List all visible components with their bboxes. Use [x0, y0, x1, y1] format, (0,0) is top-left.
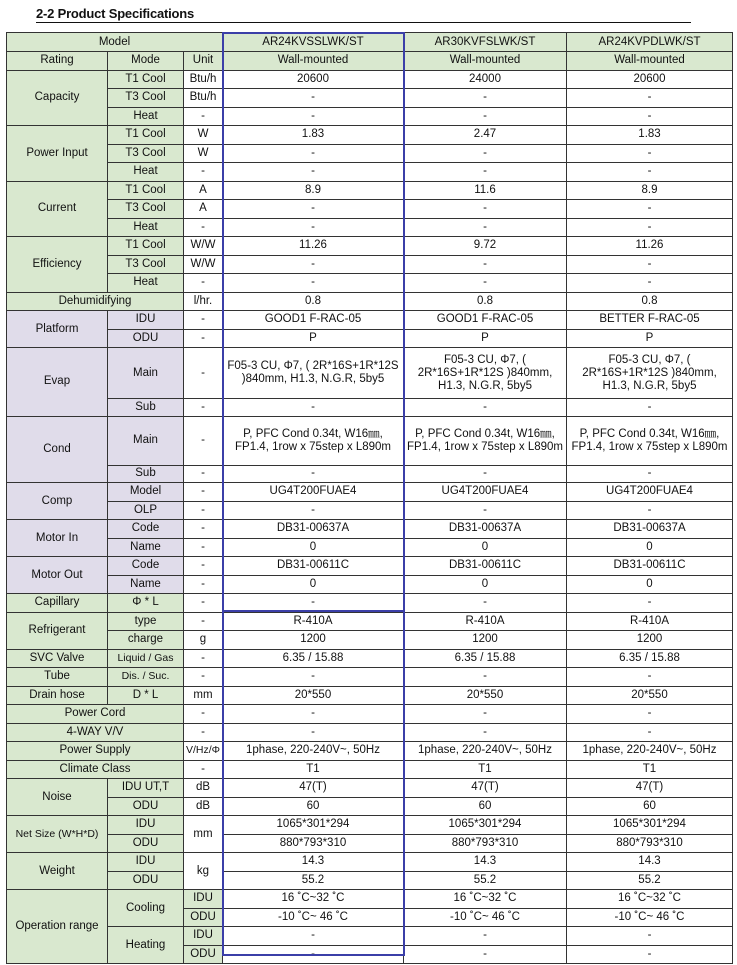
unit-cell: - — [184, 416, 223, 465]
table-row — [7, 575, 733, 594]
mode-cell: IDU — [108, 311, 184, 330]
mode-cell: T1 Cool — [108, 181, 184, 200]
table-row — [7, 181, 733, 200]
unit-cell: - — [184, 348, 223, 399]
value-cell: 20*550 — [567, 686, 733, 705]
value-cell: UG4T200FUAE4 — [404, 483, 567, 502]
mode-cell: Heat — [108, 163, 184, 182]
header-row-rating — [7, 52, 733, 71]
tube-label: Tube — [7, 668, 108, 687]
value-cell: - — [404, 163, 567, 182]
value-cell: - — [223, 255, 404, 274]
value-cell: - — [567, 89, 733, 108]
unit-cell: W — [184, 144, 223, 163]
unit-cell: dB — [184, 779, 223, 798]
value-cell: - — [223, 927, 404, 946]
value-cell: - — [404, 200, 567, 219]
unit-cell: - — [184, 538, 223, 557]
table-row — [7, 705, 733, 724]
value-cell: GOOD1 F-RAC-05 — [223, 311, 404, 330]
unit-cell: - — [184, 557, 223, 576]
value-cell: 0 — [404, 575, 567, 594]
table-row — [7, 853, 733, 872]
value-cell: DB31-00611C — [223, 557, 404, 576]
table-row — [7, 668, 733, 687]
unit-cell: - — [184, 399, 223, 417]
value-cell: - — [404, 668, 567, 687]
mode-cell: charge — [108, 631, 184, 650]
table-row — [7, 742, 733, 761]
table-row — [7, 890, 733, 909]
table-row — [7, 538, 733, 557]
unit-cell: V/Hz/Φ — [184, 742, 223, 761]
value-cell: 6.35 / 15.88 — [223, 649, 404, 668]
mode-cell: Φ * L — [108, 594, 184, 613]
value-cell: UG4T200FUAE4 — [223, 483, 404, 502]
value-cell: GOOD1 F-RAC-05 — [404, 311, 567, 330]
unit-cell: dB — [184, 797, 223, 816]
table-row — [7, 237, 733, 256]
value-cell: - — [404, 107, 567, 126]
value-cell: -10 ˚C~ 46 ˚C — [404, 908, 567, 927]
table-row — [7, 760, 733, 779]
table-row — [7, 274, 733, 293]
table-row — [7, 399, 733, 417]
rating-value: Wall-mounted — [567, 52, 733, 71]
unit-cell: - — [184, 329, 223, 348]
unit-cell: - — [184, 311, 223, 330]
value-cell: 8.9 — [223, 181, 404, 200]
value-cell: 11.6 — [404, 181, 567, 200]
mode-cell: ODU — [108, 871, 184, 890]
table-row — [7, 70, 733, 89]
unit-cell: - — [184, 668, 223, 687]
unit-cell: - — [184, 723, 223, 742]
value-cell: - — [404, 594, 567, 613]
value-cell: - — [223, 945, 404, 964]
value-cell: 14.3 — [404, 853, 567, 872]
value-cell: 20600 — [223, 70, 404, 89]
mode-cell: T1 Cool — [108, 126, 184, 145]
unit-cell: mm — [184, 686, 223, 705]
value-cell: - — [567, 927, 733, 946]
value-cell: 24000 — [404, 70, 567, 89]
unit-cell: - — [184, 163, 223, 182]
table-row — [7, 797, 733, 816]
value-cell: P, PFC Cond 0.34t, W16㎜, FP1.4, 1row x 75step x L890m — [223, 416, 404, 465]
unit-cell: A — [184, 200, 223, 219]
value-cell: P — [223, 329, 404, 348]
table-row — [7, 465, 733, 483]
table-row — [7, 631, 733, 650]
unit-cell: mm — [184, 816, 223, 853]
value-cell: R-410A — [404, 612, 567, 631]
value-cell: - — [567, 274, 733, 293]
value-cell: 47(T) — [567, 779, 733, 798]
current-label: Current — [7, 181, 108, 237]
power-supply-label: Power Supply — [7, 742, 184, 761]
table-row — [7, 834, 733, 853]
drain-hose-label: Drain hose — [7, 686, 108, 705]
value-cell: DB31-00637A — [404, 520, 567, 539]
unit-cell: - — [184, 274, 223, 293]
model-label: Model — [7, 33, 223, 52]
capillary-label: Capillary — [7, 594, 108, 613]
platform-label: Platform — [7, 311, 108, 348]
value-cell: - — [567, 399, 733, 417]
value-cell: - — [223, 274, 404, 293]
value-cell: 8.9 — [567, 181, 733, 200]
value-cell: 16 ˚C~32 ˚C — [223, 890, 404, 909]
unit-cell: l/hr. — [184, 292, 223, 311]
climate-class-label: Climate Class — [7, 760, 184, 779]
value-cell: 880*793*310 — [404, 834, 567, 853]
value-cell: 0 — [567, 575, 733, 594]
value-cell: 6.35 / 15.88 — [567, 649, 733, 668]
value-cell: - — [567, 501, 733, 520]
value-cell: DB31-00611C — [404, 557, 567, 576]
value-cell: - — [404, 465, 567, 483]
table-row — [7, 126, 733, 145]
unit-cell: kg — [184, 853, 223, 890]
value-cell: 55.2 — [223, 871, 404, 890]
value-cell: 9.72 — [404, 237, 567, 256]
mode-cell: Name — [108, 538, 184, 557]
value-cell: - — [567, 945, 733, 964]
value-cell: 11.26 — [567, 237, 733, 256]
value-cell: - — [223, 594, 404, 613]
value-cell: DB31-00637A — [223, 520, 404, 539]
spec-table — [6, 32, 733, 964]
refrigerant-label: Refrigerant — [7, 612, 108, 649]
section-title-rule — [36, 22, 691, 23]
value-cell: - — [223, 163, 404, 182]
mode-cell: Main — [108, 416, 184, 465]
value-cell: 60 — [404, 797, 567, 816]
table-row — [7, 255, 733, 274]
value-cell: DB31-00611C — [567, 557, 733, 576]
value-cell: F05-3 CU, Φ7, ( 2R*16S+1R*12S )840mm, H1.3, N.G.R, 5by5 — [567, 348, 733, 399]
mode-label: Mode — [108, 52, 184, 71]
capacity-label: Capacity — [7, 70, 108, 126]
value-cell: F05-3 CU, Φ7, ( 2R*16S+1R*12S )840mm, H1.3, N.G.R, 5by5 — [223, 348, 404, 399]
efficiency-label: Efficiency — [7, 237, 108, 293]
value-cell: 0 — [223, 575, 404, 594]
value-cell: UG4T200FUAE4 — [567, 483, 733, 502]
mode-cell: T1 Cool — [108, 237, 184, 256]
value-cell: 1.83 — [223, 126, 404, 145]
table-row — [7, 927, 733, 946]
value-cell: - — [404, 945, 567, 964]
value-cell: T1 — [223, 760, 404, 779]
unit-cell: - — [184, 760, 223, 779]
value-cell: 16 ˚C~32 ˚C — [567, 890, 733, 909]
value-cell: 880*793*310 — [223, 834, 404, 853]
unit-label: Unit — [184, 52, 223, 71]
value-cell: P — [567, 329, 733, 348]
table-row — [7, 163, 733, 182]
motor-out-label: Motor Out — [7, 557, 108, 594]
table-row — [7, 779, 733, 798]
mode-cell: Model — [108, 483, 184, 502]
value-cell: 1200 — [223, 631, 404, 650]
value-cell: - — [404, 705, 567, 724]
unit-cell: - — [184, 520, 223, 539]
value-cell: P, PFC Cond 0.34t, W16㎜, FP1.4, 1row x 75step x L890m — [567, 416, 733, 465]
unit-cell: A — [184, 181, 223, 200]
unit-cell: - — [184, 465, 223, 483]
value-cell: - — [223, 723, 404, 742]
value-cell: 0.8 — [223, 292, 404, 311]
mode-cell: ODU — [108, 797, 184, 816]
unit-cell: - — [184, 501, 223, 520]
table-row — [7, 416, 733, 465]
mode-cell: OLP — [108, 501, 184, 520]
value-cell: F05-3 CU, Φ7, ( 2R*16S+1R*12S )840mm, H1.3, N.G.R, 5by5 — [404, 348, 567, 399]
value-cell: T1 — [404, 760, 567, 779]
comp-label: Comp — [7, 483, 108, 520]
value-cell: 55.2 — [404, 871, 567, 890]
rating-value: Wall-mounted — [223, 52, 404, 71]
mode-cell: Main — [108, 348, 184, 399]
svc-valve-label: SVC Valve — [7, 649, 108, 668]
table-row — [7, 723, 733, 742]
value-cell: - — [567, 218, 733, 237]
value-cell: 14.3 — [223, 853, 404, 872]
mode-cell: ODU — [184, 908, 223, 927]
mode-cell: Heat — [108, 274, 184, 293]
mode-cell: Sub — [108, 399, 184, 417]
power_input-label: Power Input — [7, 126, 108, 182]
value-cell: - — [223, 218, 404, 237]
heating-label: Heating — [108, 927, 184, 964]
table-row — [7, 311, 733, 330]
value-cell: T1 — [567, 760, 733, 779]
mode-cell: IDU — [108, 853, 184, 872]
table-row — [7, 686, 733, 705]
table-row — [7, 483, 733, 502]
mode-cell: Liquid / Gas — [108, 649, 184, 668]
value-cell: - — [223, 705, 404, 724]
cond-label: Cond — [7, 416, 108, 483]
value-cell: 20*550 — [404, 686, 567, 705]
mode-cell: IDU — [184, 890, 223, 909]
unit-cell: - — [184, 612, 223, 631]
unit-cell: Btu/h — [184, 70, 223, 89]
value-cell: -10 ˚C~ 46 ˚C — [567, 908, 733, 927]
value-cell: 1phase, 220-240V~, 50Hz — [404, 742, 567, 761]
mode-cell: ODU — [108, 834, 184, 853]
table-row — [7, 89, 733, 108]
value-cell: - — [567, 163, 733, 182]
unit-cell: W/W — [184, 255, 223, 274]
value-cell: - — [404, 927, 567, 946]
unit-cell: - — [184, 649, 223, 668]
value-cell: - — [404, 723, 567, 742]
value-cell: - — [404, 218, 567, 237]
table-row — [7, 520, 733, 539]
net-size-label: Net Size (W*H*D) — [7, 816, 108, 853]
unit-cell: - — [184, 705, 223, 724]
unit-cell: - — [184, 218, 223, 237]
value-cell: 1200 — [567, 631, 733, 650]
mode-cell: ODU — [108, 329, 184, 348]
table-row — [7, 218, 733, 237]
value-cell: 0 — [567, 538, 733, 557]
model-name: AR24KVPDLWK/ST — [567, 33, 733, 52]
mode-cell: Dis. / Suc. — [108, 668, 184, 687]
value-cell: 55.2 — [567, 871, 733, 890]
weight-label: Weight — [7, 853, 108, 890]
value-cell: 0 — [223, 538, 404, 557]
mode-cell: IDU — [108, 816, 184, 835]
value-cell: 1200 — [404, 631, 567, 650]
value-cell: P — [404, 329, 567, 348]
mode-cell: Sub — [108, 465, 184, 483]
value-cell: R-410A — [223, 612, 404, 631]
value-cell: - — [223, 144, 404, 163]
value-cell: BETTER F-RAC-05 — [567, 311, 733, 330]
header-row-model — [7, 33, 733, 52]
power-cord-label: Power Cord — [7, 705, 184, 724]
mode-cell: T3 Cool — [108, 200, 184, 219]
value-cell: - — [404, 274, 567, 293]
mode-cell: T3 Cool — [108, 89, 184, 108]
dehumidifying-label: Dehumidifying — [7, 292, 184, 311]
mode-cell: D * L — [108, 686, 184, 705]
table-row — [7, 200, 733, 219]
mode-cell: T1 Cool — [108, 70, 184, 89]
value-cell: 1phase, 220-240V~, 50Hz — [567, 742, 733, 761]
unit-cell: W/W — [184, 237, 223, 256]
four-way-label: 4-WAY V/V — [7, 723, 184, 742]
table-row — [7, 329, 733, 348]
value-cell: 1065*301*294 — [404, 816, 567, 835]
mode-cell: ODU — [184, 945, 223, 964]
value-cell: 1phase, 220-240V~, 50Hz — [223, 742, 404, 761]
unit-cell: g — [184, 631, 223, 650]
value-cell: 0.8 — [404, 292, 567, 311]
value-cell: - — [404, 399, 567, 417]
unit-cell: - — [184, 107, 223, 126]
table-row — [7, 348, 733, 399]
section-title: 2-2 Product Specifications — [36, 6, 195, 21]
value-cell: - — [404, 501, 567, 520]
mode-cell: Code — [108, 520, 184, 539]
noise-label: Noise — [7, 779, 108, 816]
value-cell: - — [223, 200, 404, 219]
value-cell: 60 — [223, 797, 404, 816]
value-cell: - — [567, 465, 733, 483]
value-cell: DB31-00637A — [567, 520, 733, 539]
value-cell: - — [223, 89, 404, 108]
evap-label: Evap — [7, 348, 108, 417]
mode-cell: T3 Cool — [108, 144, 184, 163]
value-cell: - — [223, 107, 404, 126]
cooling-label: Cooling — [108, 890, 184, 927]
rating-label: Rating — [7, 52, 108, 71]
value-cell: - — [567, 144, 733, 163]
mode-cell: Name — [108, 575, 184, 594]
value-cell: -10 ˚C~ 46 ˚C — [223, 908, 404, 927]
table-row — [7, 107, 733, 126]
motor-in-label: Motor In — [7, 520, 108, 557]
table-row — [7, 501, 733, 520]
value-cell: 60 — [567, 797, 733, 816]
value-cell: - — [567, 107, 733, 126]
value-cell: R-410A — [567, 612, 733, 631]
value-cell: 16 ˚C~32 ˚C — [404, 890, 567, 909]
operation-range-label: Operation range — [7, 890, 108, 964]
unit-cell: W — [184, 126, 223, 145]
value-cell: 0.8 — [567, 292, 733, 311]
value-cell: 880*793*310 — [567, 834, 733, 853]
value-cell: P, PFC Cond 0.34t, W16㎜, FP1.4, 1row x 75step x L890m — [404, 416, 567, 465]
value-cell: 0 — [404, 538, 567, 557]
rating-value: Wall-mounted — [404, 52, 567, 71]
mode-cell: type — [108, 612, 184, 631]
value-cell: - — [223, 465, 404, 483]
spec-table-body — [7, 33, 733, 964]
value-cell: 47(T) — [404, 779, 567, 798]
mode-cell: Code — [108, 557, 184, 576]
value-cell: - — [404, 255, 567, 274]
value-cell: - — [223, 501, 404, 520]
value-cell: 14.3 — [567, 853, 733, 872]
table-row — [7, 816, 733, 835]
value-cell: - — [567, 705, 733, 724]
value-cell: 20*550 — [223, 686, 404, 705]
value-cell: 1065*301*294 — [223, 816, 404, 835]
mode-cell: Heat — [108, 218, 184, 237]
value-cell: 11.26 — [223, 237, 404, 256]
table-row — [7, 292, 733, 311]
unit-cell: - — [184, 483, 223, 502]
value-cell: - — [567, 668, 733, 687]
table-row — [7, 557, 733, 576]
table-row — [7, 612, 733, 631]
value-cell: - — [567, 723, 733, 742]
value-cell: 47(T) — [223, 779, 404, 798]
table-row — [7, 649, 733, 668]
value-cell: - — [567, 255, 733, 274]
value-cell: 1.83 — [567, 126, 733, 145]
mode-cell: IDU UT,T — [108, 779, 184, 798]
unit-cell: Btu/h — [184, 89, 223, 108]
table-row — [7, 594, 733, 613]
value-cell: 6.35 / 15.88 — [404, 649, 567, 668]
unit-cell: - — [184, 575, 223, 594]
value-cell: - — [223, 399, 404, 417]
value-cell: - — [567, 200, 733, 219]
table-row — [7, 871, 733, 890]
model-name: AR30KVFSLWK/ST — [404, 33, 567, 52]
value-cell: - — [404, 144, 567, 163]
mode-cell: Heat — [108, 107, 184, 126]
unit-cell: - — [184, 594, 223, 613]
mode-cell: T3 Cool — [108, 255, 184, 274]
value-cell: - — [567, 594, 733, 613]
model-name: AR24KVSSLWK/ST — [223, 33, 404, 52]
mode-cell: IDU — [184, 927, 223, 946]
table-row — [7, 144, 733, 163]
value-cell: 20600 — [567, 70, 733, 89]
value-cell: - — [223, 668, 404, 687]
value-cell: 2.47 — [404, 126, 567, 145]
value-cell: - — [404, 89, 567, 108]
value-cell: 1065*301*294 — [567, 816, 733, 835]
